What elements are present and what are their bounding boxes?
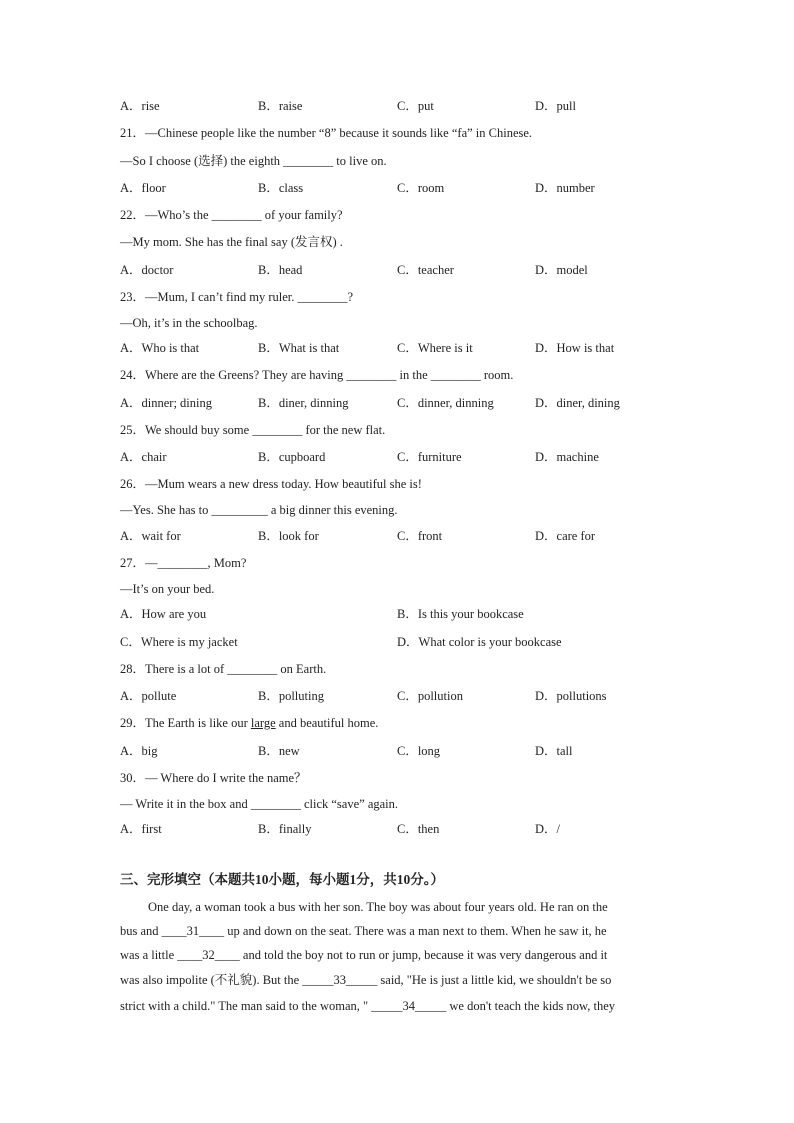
q21-option-a[interactable]: A．floor (120, 181, 166, 195)
q27-option-a[interactable]: A．How are you (120, 607, 207, 621)
q29-option-a[interactable]: A．big (120, 744, 158, 758)
q29-option-c[interactable]: C．long (397, 744, 441, 758)
blank-33[interactable]: _____33_____ (302, 973, 378, 987)
passage-text: said, "He is just a little kid, we shouldn't be so (377, 973, 612, 987)
q30-response: — Write it in the box and ________ click “save” again. (120, 797, 399, 811)
q26-response: —Yes. She has to _________ a big dinner this evening. (120, 503, 398, 517)
q27-prompt: 27．—________, Mom? (120, 556, 247, 570)
q23-option-a[interactable]: A．Who is that (120, 341, 200, 355)
q28-option-d[interactable]: D．pollutions (535, 689, 607, 703)
passage-line-1: One day, a woman took a bus with her son. The boy was about four years old. He ran on the (148, 900, 608, 914)
q22-response: —My mom. She has the final say (发言权) . (120, 235, 343, 249)
blank-34[interactable]: _____34_____ (371, 999, 447, 1013)
q21-option-d[interactable]: D．number (535, 181, 595, 195)
q20-option-a[interactable]: A．rise (120, 99, 160, 113)
q29-option-d[interactable]: D．tall (535, 744, 573, 758)
passage-text: was a little (120, 948, 178, 962)
q27-option-c[interactable]: C．Where is my jacket (120, 635, 238, 649)
q30-option-c[interactable]: C．then (397, 822, 440, 836)
q30-option-d[interactable]: D．/ (535, 822, 561, 836)
q29-prompt-prefix: 29．The Earth is like our (120, 716, 251, 730)
q28-option-a[interactable]: A．pollute (120, 689, 177, 703)
q25-option-c[interactable]: C．furniture (397, 450, 462, 464)
passage-line-4 (120, 972, 611, 988)
passage-text: and told the boy not to run or jump, because it was very dangerous and it (239, 948, 608, 962)
q23-prompt: 23．—Mum, I can’t find my ruler. ________? (120, 290, 354, 304)
q21-option-c[interactable]: C．room (397, 181, 445, 195)
q23-response: —Oh, it’s in the schoolbag. (120, 316, 258, 330)
q20-option-c[interactable]: C．put (397, 99, 434, 113)
q29-prompt (120, 715, 378, 731)
passage-text: strict with a child." The man said to the woman, " (120, 999, 372, 1013)
q26-option-a[interactable]: A．wait for (120, 529, 181, 543)
passage-text: was also impolite (不礼貌). But the (120, 973, 303, 987)
q25-prompt: 25．We should buy some ________ for the new flat. (120, 423, 386, 437)
q30-option-b[interactable]: B．finally (258, 822, 312, 836)
q29-prompt-suffix: and beautiful home. (275, 716, 379, 730)
q30-option-a[interactable]: A．first (120, 822, 162, 836)
passage-line-3 (120, 947, 607, 963)
q23-option-b[interactable]: B．What is that (258, 341, 340, 355)
passage-text: bus and (120, 924, 162, 938)
q24-prompt: 24．Where are the Greens? They are having ________ in the ________ room. (120, 368, 514, 382)
q22-option-b[interactable]: B．head (258, 263, 303, 277)
q27-option-b[interactable]: B．Is this your bookcase (397, 607, 524, 621)
q26-prompt: 26．—Mum wears a new dress today. How beautiful she is! (120, 477, 422, 491)
passage-text: up and down on the seat. There was a man next to them. When he saw it, he (224, 924, 607, 938)
passage-line-2 (120, 923, 607, 939)
q28-option-c[interactable]: C．pollution (397, 689, 463, 703)
section-title-cloze: 三、完形填空（本题共10小题，每小题1分，共10分。） (120, 872, 444, 887)
passage-line-5 (120, 998, 615, 1014)
blank-31[interactable]: ____31____ (161, 924, 225, 938)
q21-prompt: 21．—Chinese people like the number “8” because it sounds like “fa” in Chinese. (120, 126, 533, 140)
q29-option-b[interactable]: B．new (258, 744, 300, 758)
q21-option-b[interactable]: B．class (258, 181, 304, 195)
q22-option-c[interactable]: C．teacher (397, 263, 454, 277)
blank-32[interactable]: ____32____ (177, 948, 240, 962)
q24-option-a[interactable]: A．dinner; dining (120, 396, 213, 410)
q24-option-b[interactable]: B．diner, dinning (258, 396, 349, 410)
q25-option-b[interactable]: B．cupboard (258, 450, 326, 464)
q22-option-d[interactable]: D．model (535, 263, 588, 277)
q27-response: —It’s on your bed. (120, 582, 215, 596)
q23-option-d[interactable]: D．How is that (535, 341, 615, 355)
q26-option-b[interactable]: B．look for (258, 529, 319, 543)
q28-prompt: 28．There is a lot of ________ on Earth. (120, 662, 327, 676)
q27-option-d[interactable]: D．What color is your bookcase (397, 635, 562, 649)
q30-prompt: 30．— Where do I write the name？ (120, 771, 307, 785)
q22-prompt: 22．—Who’s the ________ of your family? (120, 208, 343, 222)
q24-option-c[interactable]: C．dinner, dinning (397, 396, 494, 410)
q20-option-b[interactable]: B．raise (258, 99, 303, 113)
passage-text: we don't teach the kids now, they (446, 999, 616, 1013)
q25-option-a[interactable]: A．chair (120, 450, 167, 464)
q22-option-a[interactable]: A．doctor (120, 263, 174, 277)
q23-option-c[interactable]: C．Where is it (397, 341, 473, 355)
q26-option-c[interactable]: C．front (397, 529, 443, 543)
q29-underlined-word: large (250, 716, 276, 730)
q24-option-d[interactable]: D．diner, dining (535, 396, 620, 410)
q26-option-d[interactable]: D．care for (535, 529, 596, 543)
q28-option-b[interactable]: B．polluting (258, 689, 324, 703)
q20-option-d[interactable]: D．pull (535, 99, 576, 113)
q21-response: —So I choose (选择) the eighth ________ to live on. (120, 154, 387, 168)
q25-option-d[interactable]: D．machine (535, 450, 599, 464)
